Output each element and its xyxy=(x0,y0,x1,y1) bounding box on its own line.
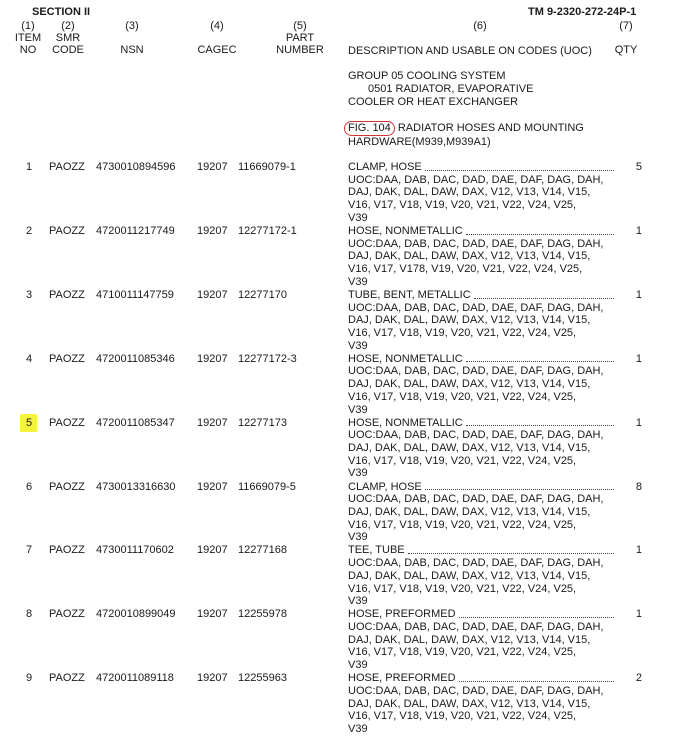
uoc-line: V16, V17, V18, V19, V20, V21, V22, V24, V25, xyxy=(348,710,577,723)
qty: 1 xyxy=(635,224,642,237)
nsn: 4720011085346 xyxy=(96,352,175,365)
description-title: HOSE, NONMETALLIC xyxy=(348,416,463,429)
figure-heading xyxy=(348,121,584,149)
cagec: 19207 xyxy=(197,416,228,429)
description xyxy=(348,225,618,289)
uoc-line: V39 xyxy=(348,467,368,480)
nsn: 4730013316630 xyxy=(96,480,176,493)
col-number: (7) xyxy=(619,20,633,32)
uoc-line: UOC:DAA, DAB, DAC, DAD, DAE, DAF, DAG, DAH, xyxy=(348,684,604,697)
leader-dots xyxy=(425,169,614,171)
group-line: 0501 RADIATOR, EVAPORATIVE xyxy=(368,83,534,95)
item-no: 7 xyxy=(26,544,33,557)
uoc-line: DAJ, DAK, DAL, DAW, DAX, V12, V13, V14, V15, xyxy=(348,442,591,454)
part-number: 12277168 xyxy=(238,544,287,557)
col-label: CAGEC xyxy=(197,44,237,56)
part-number: 11669079-5 xyxy=(238,480,296,493)
col-label: NO xyxy=(19,44,37,56)
uoc-line: DAJ, DAK, DAL, DAW, DAX, V12, V13, V14, V15, xyxy=(348,569,591,582)
group-line: GROUP 05 COOLING SYSTEM xyxy=(348,70,506,82)
description xyxy=(348,672,618,736)
col-smr-code-header xyxy=(48,20,88,56)
col-number: (5) xyxy=(293,20,307,32)
uoc-line: DAJ, DAK, DAL, DAW, DAX, V12, V13, V14, V15, xyxy=(348,505,591,518)
item-no: 4 xyxy=(26,352,33,365)
col-label: QTY xyxy=(614,44,638,56)
nsn: 4710011147759 xyxy=(96,288,174,301)
uoc-line: V16, V17, V18, V19, V20, V21, V22, V24, V25, xyxy=(348,646,577,659)
description xyxy=(348,544,618,608)
description xyxy=(348,608,618,672)
description-title: CLAMP, HOSE xyxy=(348,480,422,493)
smr-code: PAOZZ xyxy=(49,161,85,173)
leader-dots xyxy=(466,233,614,235)
smr-code: PAOZZ xyxy=(49,480,85,493)
smr-code: PAOZZ xyxy=(49,608,85,621)
uoc-line: V39 xyxy=(348,339,368,352)
col-number: (1) xyxy=(21,20,35,32)
col-description-header: DESCRIPTION AND USABLE ON CODES (UOC) xyxy=(348,45,592,57)
uoc-line: DAJ, DAK, DAL, DAW, DAX, V12, V13, V14, V15, xyxy=(348,633,591,646)
description-title: HOSE, PREFORMED xyxy=(348,672,456,685)
nsn: 4720010899049 xyxy=(96,608,176,621)
description xyxy=(348,161,618,225)
section-title: SECTION II xyxy=(32,6,91,18)
uoc-line: DAJ, DAK, DAL, DAW, DAX, V12, V13, V14, V15, xyxy=(348,186,591,199)
uoc-line: V39 xyxy=(348,403,368,416)
smr-code: PAOZZ xyxy=(49,544,85,557)
item-no: 3 xyxy=(26,288,33,301)
description-title: HOSE, NONMETALLIC xyxy=(348,352,463,365)
uoc-line: V16, V17, V18, V19, V20, V21, V22, V24, V25, xyxy=(348,454,577,467)
cagec: 19207 xyxy=(197,288,228,301)
uoc-line: DAJ, DAK, DAL, DAW, DAX, V12, V13, V14, V15, xyxy=(348,314,591,327)
leader-dots xyxy=(408,552,614,554)
leader-dots xyxy=(466,424,614,426)
uoc-line: V16, V17, V178, V19, V20, V21, V22, V24, V25, xyxy=(348,263,583,275)
qty: 5 xyxy=(635,161,642,173)
item-no: 1 xyxy=(26,161,33,173)
uoc-line: UOC:DAA, DAB, DAC, DAD, DAE, DAF, DAG, DAH, xyxy=(348,173,604,186)
col-part-number-header xyxy=(265,20,335,56)
qty: 1 xyxy=(635,608,642,621)
smr-code: PAOZZ xyxy=(49,224,85,237)
leader-dots xyxy=(474,297,614,299)
uoc-line: UOC:DAA, DAB, DAC, DAD, DAE, DAF, DAG, DAH, xyxy=(348,493,604,506)
uoc-line: V16, V17, V18, V19, V20, V21, V22, V24, V25, xyxy=(348,199,577,212)
description-title: CLAMP, HOSE xyxy=(348,161,422,173)
uoc-line: UOC:DAA, DAB, DAC, DAD, DAE, DAF, DAG, DAH, xyxy=(348,429,604,442)
uoc-line: UOC:DAA, DAB, DAC, DAD, DAE, DAF, DAG, DAH, xyxy=(348,365,604,378)
leader-dots xyxy=(459,680,614,682)
description xyxy=(348,289,618,353)
part-number: 12277170 xyxy=(238,288,287,301)
col-description-number: (6) xyxy=(473,20,487,32)
description-title: HOSE, NONMETALLIC xyxy=(348,224,463,237)
part-number: 12277172-1 xyxy=(238,224,297,237)
col-cagec-header xyxy=(192,20,242,56)
qty: 1 xyxy=(635,352,642,365)
description-title: TEE, TUBE xyxy=(348,544,405,557)
description xyxy=(348,353,618,417)
smr-code: PAOZZ xyxy=(49,288,85,301)
uoc-line: V39 xyxy=(348,531,368,544)
col-number: (3) xyxy=(125,20,139,32)
uoc-line: DAJ, DAK, DAL, DAW, DAX, V12, V13, V14, V15, xyxy=(348,250,591,263)
col-nsn-header xyxy=(112,20,152,56)
qty: 8 xyxy=(635,480,642,493)
col-label: CODE xyxy=(52,44,84,56)
col-label: NSN xyxy=(120,44,144,56)
part-number: 11669079-1 xyxy=(238,161,296,173)
nsn: 4730011170602 xyxy=(96,544,174,557)
uoc-line: V16, V17, V18, V19, V20, V21, V22, V24, V25, xyxy=(348,326,577,339)
uoc-line: DAJ, DAK, DAL, DAW, DAX, V12, V13, V14, V15, xyxy=(348,697,591,710)
uoc-line: V16, V17, V18, V19, V20, V21, V22, V24, V25, xyxy=(348,582,577,595)
cagec: 19207 xyxy=(197,161,228,173)
uoc-line: UOC:DAA, DAB, DAC, DAD, DAE, DAF, DAG, DAH, xyxy=(348,621,604,633)
nsn: 4720011089118 xyxy=(96,672,174,685)
leader-dots xyxy=(466,360,614,362)
col-label: PART xyxy=(285,32,315,44)
uoc-line: UOC:DAA, DAB, DAC, DAD, DAE, DAF, DAG, DAH, xyxy=(348,301,604,314)
uoc-line: V39 xyxy=(348,211,368,224)
description-title: TUBE, BENT, METALLIC xyxy=(348,288,471,301)
description xyxy=(348,417,618,481)
uoc-line: V39 xyxy=(348,723,368,735)
tm-number: TM 9-2320-272-24P-1 xyxy=(528,6,637,18)
figure-title-2: HARDWARE(M939,M939A1) xyxy=(348,136,491,148)
part-number: 12277172-3 xyxy=(238,352,297,365)
description-title: HOSE, PREFORMED xyxy=(348,608,456,621)
col-item-no-header xyxy=(10,20,46,56)
col-label: ITEM xyxy=(14,32,42,44)
uoc-line: V16, V17, V18, V19, V20, V21, V22, V24, V25, xyxy=(348,390,577,403)
col-label: NUMBER xyxy=(276,44,324,56)
qty: 1 xyxy=(635,416,642,429)
col-number: (2) xyxy=(61,20,75,32)
nsn: 4720011217749 xyxy=(96,224,175,237)
item-no: 9 xyxy=(26,672,33,685)
uoc-line: DAJ, DAK, DAL, DAW, DAX, V12, V13, V14, V15, xyxy=(348,378,591,391)
item-no: 6 xyxy=(26,480,33,493)
leader-dots xyxy=(459,616,614,618)
uoc-line: V39 xyxy=(348,275,368,288)
cagec: 19207 xyxy=(197,608,228,621)
description xyxy=(348,481,618,545)
group-line: COOLER OR HEAT EXCHANGER xyxy=(348,96,519,108)
cagec: 19207 xyxy=(197,352,228,365)
uoc-line: UOC:DAA, DAB, DAC, DAD, DAE, DAF, DAG, DAH, xyxy=(348,557,604,570)
col-label: SMR xyxy=(55,32,81,44)
cagec: 19207 xyxy=(197,224,228,237)
leader-dots xyxy=(425,488,614,490)
cagec: 19207 xyxy=(197,480,228,493)
col-qty-header xyxy=(612,20,640,56)
cagec: 19207 xyxy=(197,672,228,685)
item-no: 8 xyxy=(26,608,33,621)
part-number: 12255963 xyxy=(238,672,287,685)
smr-code: PAOZZ xyxy=(49,416,85,429)
figure-label: FIG. 104 xyxy=(344,121,395,136)
col-number: (4) xyxy=(210,20,224,32)
part-number: 12277173 xyxy=(238,416,287,429)
uoc-line: V16, V17, V18, V19, V20, V21, V22, V24, V25, xyxy=(348,518,577,531)
qty: 1 xyxy=(635,544,642,557)
uoc-line: V39 xyxy=(348,659,368,672)
item-no: 2 xyxy=(26,224,33,237)
group-heading xyxy=(348,70,533,109)
smr-code: PAOZZ xyxy=(49,672,85,685)
nsn: 4730010894596 xyxy=(96,161,176,173)
uoc-line: UOC:DAA, DAB, DAC, DAD, DAE, DAF, DAG, DAH, xyxy=(348,237,604,250)
qty: 2 xyxy=(635,672,642,685)
uoc-line: V39 xyxy=(348,595,368,608)
nsn: 4720011085347 xyxy=(96,416,175,429)
part-number: 12255978 xyxy=(238,608,287,621)
figure-title: RADIATOR HOSES AND MOUNTING xyxy=(397,122,584,134)
qty: 1 xyxy=(635,288,642,301)
cagec: 19207 xyxy=(197,544,228,557)
item-no: 5 xyxy=(26,416,33,429)
smr-code: PAOZZ xyxy=(49,352,85,365)
